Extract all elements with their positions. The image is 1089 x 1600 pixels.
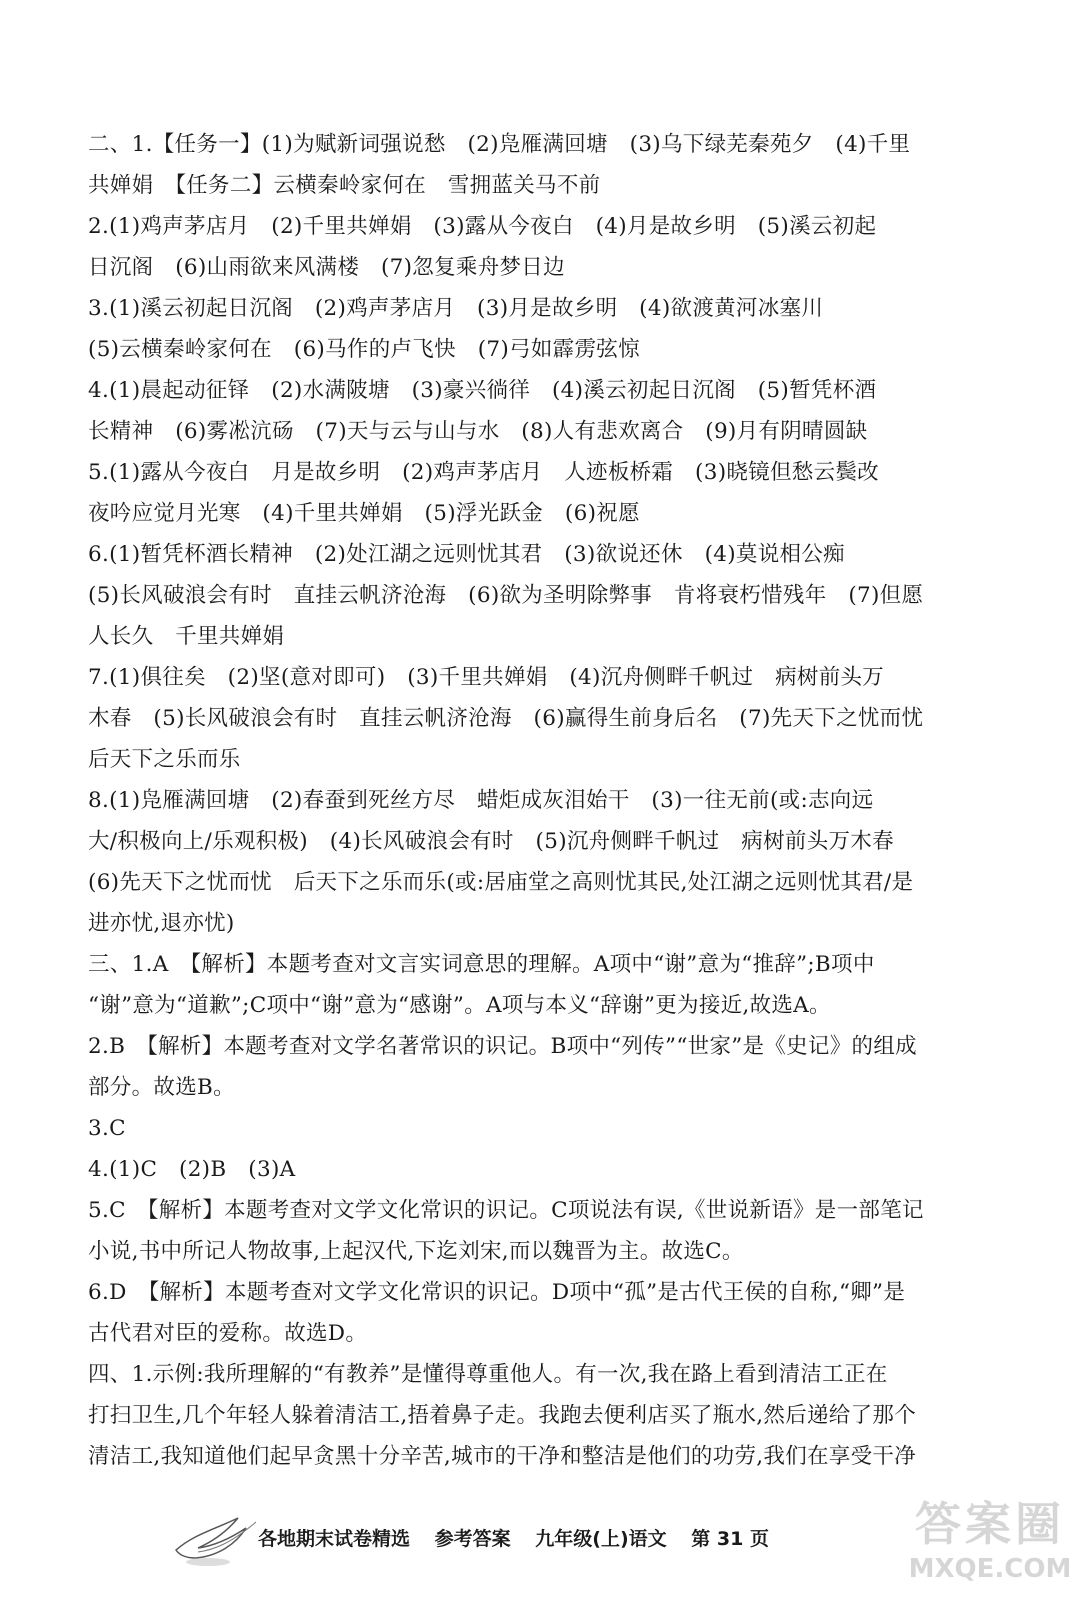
text-line: 2.B 【解析】本题考查对文学名著常识的识记。B项中“列传”“世家”是《史记》的组成 — [88, 1034, 917, 1059]
text-line: 大/积极向上/乐观积极) (4)长风破浪会有时 (5)沉舟侧畔千帆过 病树前头万木春 — [88, 829, 894, 854]
text-line: 4.(1)C (2)B (3)A — [88, 1157, 296, 1182]
text-line: 小说,书中所记人物故事,上起汉代,下迄刘宋,而以魏晋为主。故选C。 — [88, 1239, 744, 1264]
watermark-url: MXQE.COM — [908, 1554, 1072, 1584]
text-line: 2.(1)鸡声茅店月 (2)千里共婵娟 (3)露从今夜白 (4)月是故乡明 (5)溪云初起 — [88, 214, 877, 239]
text-line: 日沉阁 (6)山雨欲来风满楼 (7)忽复乘舟梦日边 — [88, 255, 565, 280]
text-line: 3.(1)溪云初起日沉阁 (2)鸡声茅店月 (3)月是故乡明 (4)欲渡黄河冰塞川 — [88, 296, 824, 321]
page-footer — [258, 1524, 787, 1551]
text-line: 清洁工,我知道他们起早贪黑十分辛苦,城市的干净和整洁是他们的功劳,我们在享受干净 — [88, 1444, 917, 1469]
footer-section: 参考答案 — [434, 1528, 511, 1550]
text-line: 人长久 千里共婵娟 — [88, 624, 285, 649]
text-line: (5)云横秦岭家何在 (6)马作的卢飞快 (7)弓如霹雳弦惊 — [88, 337, 640, 362]
footer-book-title: 各地期末试卷精选 — [258, 1528, 411, 1550]
text-line: 古代君对臣的爱称。故选D。 — [88, 1321, 368, 1346]
text-line: 5.(1)露从今夜白 月是故乡明 (2)鸡声茅店月 人迹板桥霜 (3)晓镜但愁云鬓改 — [88, 460, 879, 485]
text-line: 打扫卫生,几个年轻人躲着清洁工,捂着鼻子走。我跑去便利店买了瓶水,然后递给了那个 — [88, 1403, 917, 1428]
text-line: 三、1.A 【解析】本题考查对文言实词意思的理解。A项中“谢”意为“推辞”;B项中 — [88, 952, 875, 977]
text-line: “谢”意为“道歉”;C项中“谢”意为“感谢”。A项与本义“辞谢”更为接近,故选A。 — [88, 993, 831, 1018]
text-line: 8.(1)凫雁满回塘 (2)春蚕到死丝方尽 蜡炬成灰泪始干 (3)一往无前(或:志向远 — [88, 788, 874, 813]
text-line: 6.(1)暂凭杯酒长精神 (2)处江湖之远则忧其君 (3)欲说还休 (4)莫说相公痴 — [88, 542, 845, 567]
text-line: (6)先天下之忧而忧 后天下之乐而乐(或:居庙堂之高则忧其民,处江湖之远则忧其君/是 — [88, 870, 914, 895]
text-line: 二、1.【任务一】(1)为赋新词强说愁 (2)凫雁满回塘 (3)乌下绿芜秦苑夕 (4)千里 — [88, 132, 911, 157]
text-line: 木春 (5)长风破浪会有时 直挂云帆济沧海 (6)赢得生前身后名 (7)先天下之忧而忧 — [88, 706, 924, 731]
bird-logo-icon — [168, 1500, 263, 1570]
text-line: 长精神 (6)雾凇沆砀 (7)天与云与山与水 (8)人有悲欢离合 (9)月有阴晴圆缺 — [88, 419, 868, 444]
text-line: 6.D 【解析】本题考查对文学文化常识的识记。D项中“孤”是古代王侯的自称,“卿”是 — [88, 1280, 906, 1305]
text-line: (5)长风破浪会有时 直挂云帆济沧海 (6)欲为圣明除弊事 肯将衰朽惜残年 (7)但愿 — [88, 583, 924, 608]
text-line: 夜吟应觉月光寒 (4)千里共婵娟 (5)浮光跃金 (6)祝愿 — [88, 501, 640, 526]
footer-grade: 九年级(上)语文 — [535, 1528, 667, 1550]
watermark — [900, 1488, 1080, 1596]
text-line: 后天下之乐而乐 — [88, 747, 241, 772]
footer-page-number: 第 31 页 — [691, 1528, 769, 1550]
text-line: 四、1.示例:我所理解的“有教养”是懂得尊重他人。有一次,我在路上看到清洁工正在 — [88, 1362, 888, 1387]
text-line: 共婵娟 【任务二】云横秦岭家何在 雪拥蓝关马不前 — [88, 173, 601, 198]
text-line: 7.(1)俱往矣 (2)坚(意对即可) (3)千里共婵娟 (4)沉舟侧畔千帆过 病树前头万 — [88, 665, 885, 690]
text-line: 3.C — [88, 1116, 126, 1141]
watermark-text: 答案圈 — [915, 1497, 1065, 1551]
text-line: 部分。故选B。 — [88, 1075, 235, 1100]
text-line: 4.(1)晨起动征铎 (2)水满陂塘 (3)豪兴徜徉 (4)溪云初起日沉阁 (5)暂凭杯酒 — [88, 378, 877, 403]
text-line: 5.C 【解析】本题考查对文学文化常识的识记。C项说法有误,《世说新语》是一部笔记 — [88, 1198, 924, 1223]
text-line: 进亦忧,退亦忧) — [88, 911, 235, 936]
